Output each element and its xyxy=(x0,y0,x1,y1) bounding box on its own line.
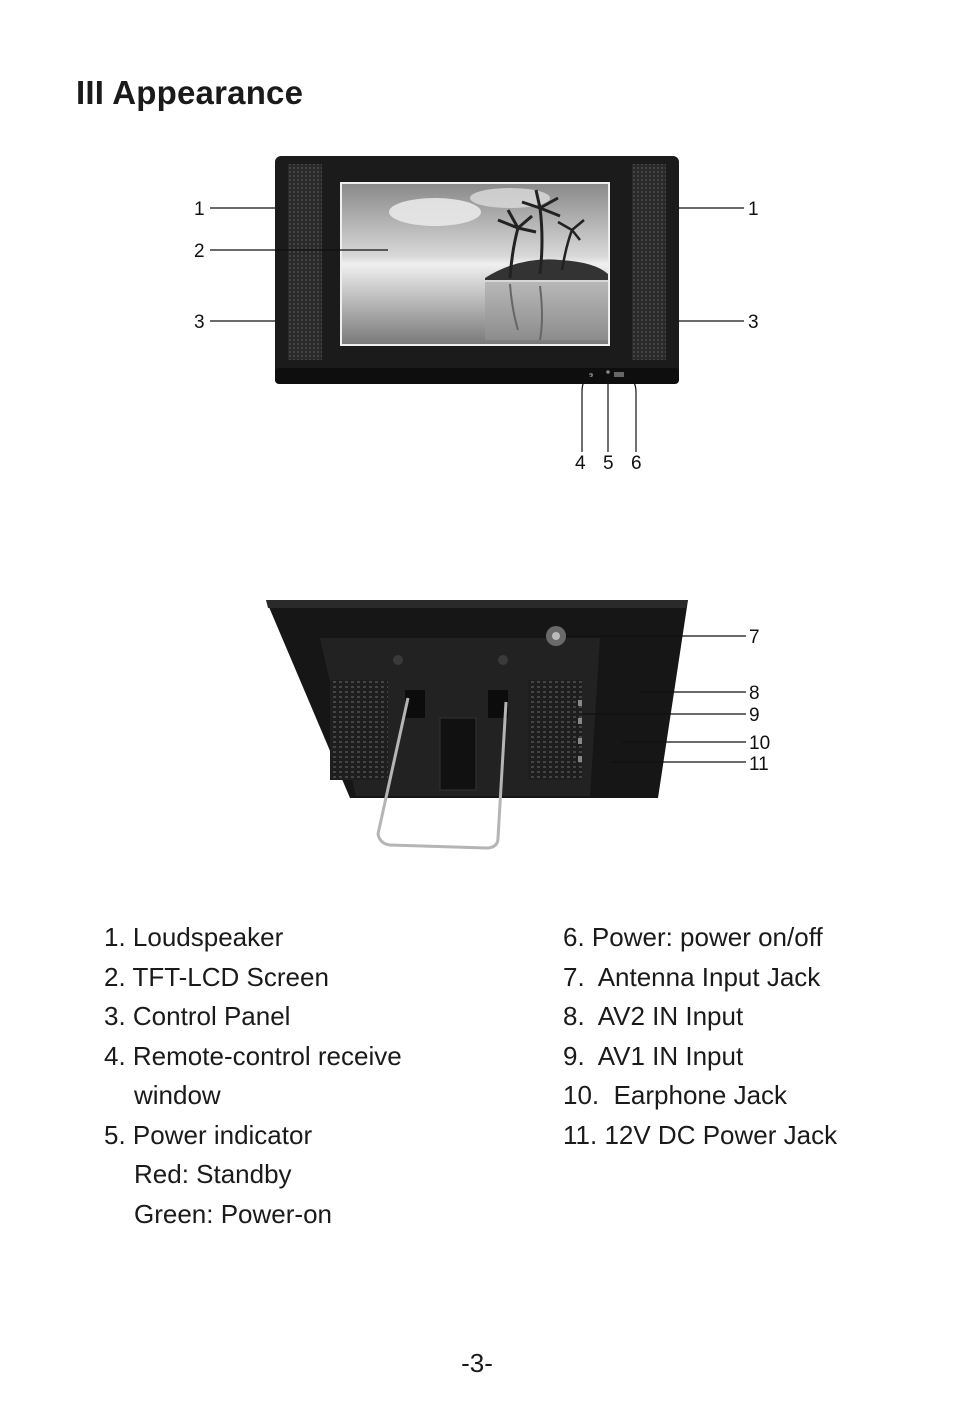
callout-5: 5 xyxy=(603,453,614,474)
callout-8: 8 xyxy=(749,683,760,704)
front-view-illustration xyxy=(180,150,780,480)
callout-3-right: 3 xyxy=(748,312,759,333)
callout-2: 2 xyxy=(194,241,205,262)
page-number: -3- xyxy=(461,1348,493,1378)
legend-item: 6. Power: power on/off xyxy=(563,922,823,952)
left-vents xyxy=(330,680,388,780)
legend-right-column xyxy=(563,918,837,1155)
legend-item: Green: Power-on xyxy=(134,1198,332,1229)
legend-item: 4. Remote-control receive xyxy=(104,1040,402,1071)
callout-4: 4 xyxy=(575,453,586,474)
legend-item: 10. Earphone Jack xyxy=(563,1080,788,1110)
legend-item: 5. Power indicator xyxy=(104,1119,313,1150)
legend-item: 2. TFT-LCD Screen xyxy=(104,961,329,992)
front-view-figure xyxy=(180,150,780,480)
legend-left-column xyxy=(104,918,402,1234)
legend-item: 9. AV1 IN Input xyxy=(563,1040,744,1071)
right-vents xyxy=(528,680,582,780)
legend-item: 1. Loudspeaker xyxy=(104,922,284,952)
callout-6: 6 xyxy=(631,453,642,474)
callout-7: 7 xyxy=(749,627,760,648)
power-button-shape xyxy=(614,372,624,377)
callout-1-right: 1 xyxy=(748,199,759,220)
callout-9: 9 xyxy=(749,705,760,726)
legend-item: Red: Standby xyxy=(134,1159,292,1189)
left-speaker-grille xyxy=(288,164,322,360)
power-indicator-dot xyxy=(606,370,610,374)
callout-10: 10 xyxy=(749,733,771,754)
page-title: III Appearance xyxy=(76,74,304,111)
legend-item: 7. Antenna Input Jack xyxy=(563,961,821,992)
right-speaker-grille xyxy=(632,164,666,360)
legend-item: 3. Control Panel xyxy=(104,1001,291,1031)
rear-view-figure xyxy=(260,590,780,860)
legend-item: window xyxy=(134,1080,221,1110)
legend-item: 11. 12V DC Power Jack xyxy=(563,1119,838,1150)
legend-item: 8. AV2 IN Input xyxy=(563,1001,744,1031)
callout-11: 11 xyxy=(749,754,769,775)
rear-view-illustration xyxy=(260,590,780,860)
callout-1-left: 1 xyxy=(194,199,205,220)
callout-3-left: 3 xyxy=(194,312,205,333)
